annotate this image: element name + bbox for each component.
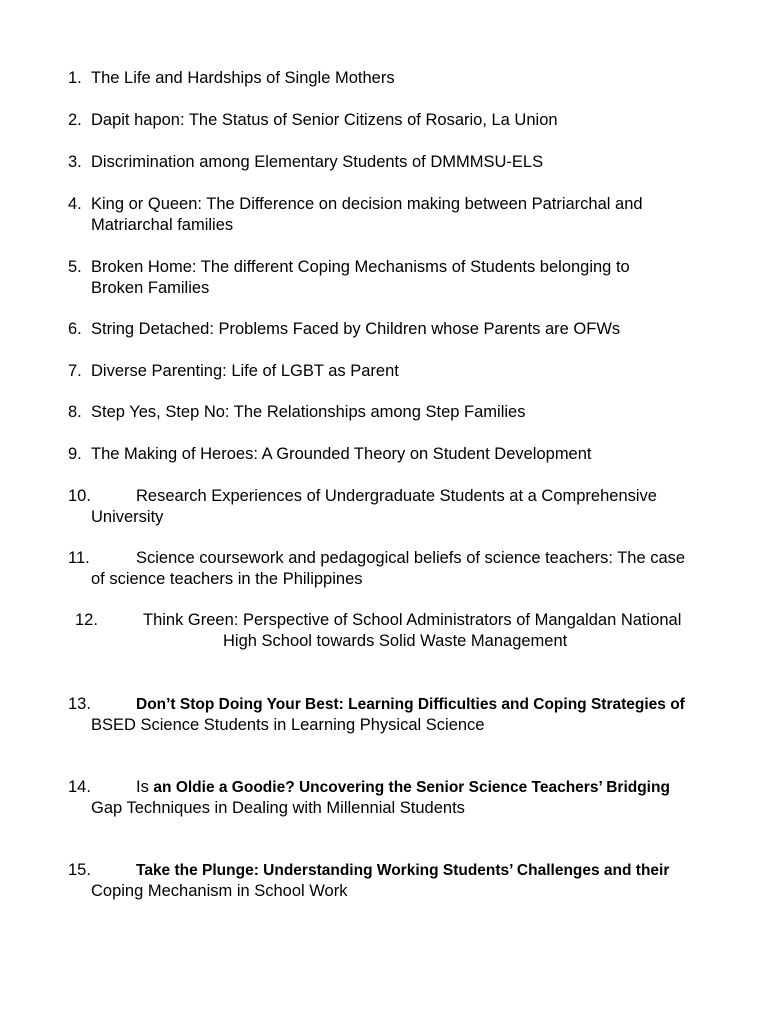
item-number: 6. [68, 320, 82, 338]
item-title-line-2: Gap Techniques in Dealing with Millennial Students [91, 799, 465, 817]
item-title: The Making of Heroes: A Grounded Theory on Student Development [91, 445, 592, 463]
item-title: Discrimination among Elementary Students of DMMMSU-ELS [91, 153, 544, 171]
item-title-line-1 [136, 777, 670, 798]
item-number: 7. [68, 362, 82, 380]
item-title-line-2: High School towards Solid Waste Management [223, 632, 568, 650]
item-title-prefix: Is [136, 778, 154, 796]
item-number: 9. [68, 445, 82, 463]
item-title-line-2: Matriarchal families [91, 216, 234, 234]
item-title-line-1: Don’t Stop Doing Your Best: Learning Difficulties and Coping Strategies of [136, 696, 685, 713]
item-title-line-2: Broken Families [91, 279, 210, 297]
item-number: 15. [68, 861, 91, 879]
item-title: Step Yes, Step No: The Relationships among Step Families [91, 403, 526, 421]
item-number: 10. [68, 487, 91, 505]
item-number: 12. [75, 611, 98, 629]
item-title: Diverse Parenting: Life of LGBT as Parent [91, 362, 399, 380]
item-title-line-1: Broken Home: The different Coping Mechanisms of Students belonging to [91, 258, 630, 276]
item-title-line-1: Think Green: Perspective of School Administrators of Mangaldan National [143, 611, 682, 629]
item-title-bold: an Oldie a Goodie? Uncovering the Senior Science Teachers’ Bridging [153, 779, 670, 796]
item-number: 4. [68, 195, 82, 213]
item-title-line-2: University [91, 508, 164, 526]
item-title-line-1: Take the Plunge: Understanding Working Students’ Challenges and their [136, 862, 670, 879]
item-title: Dapit hapon: The Status of Senior Citizens of Rosario, La Union [91, 111, 558, 129]
item-number: 3. [68, 153, 82, 171]
item-number: 14. [68, 778, 91, 796]
item-title-line-1: Research Experiences of Undergraduate Students at a Comprehensive [136, 487, 657, 505]
item-number: 1. [68, 69, 82, 87]
item-number: 2. [68, 111, 82, 129]
item-number: 13. [68, 695, 91, 713]
item-title: String Detached: Problems Faced by Children whose Parents are OFWs [91, 320, 621, 338]
item-number: 11. [68, 549, 90, 567]
item-title-line-1: King or Queen: The Difference on decision making between Patriarchal and [91, 195, 643, 213]
item-title-line-2: Coping Mechanism in School Work [91, 882, 348, 900]
item-title-line-2: of science teachers in the Philippines [91, 570, 363, 588]
item-title: The Life and Hardships of Single Mothers [91, 69, 395, 87]
item-title-line-2: BSED Science Students in Learning Physical Science [91, 716, 485, 734]
item-number: 5. [68, 258, 82, 276]
item-number: 8. [68, 403, 82, 421]
item-title-line-1: Science coursework and pedagogical beliefs of science teachers: The case [136, 549, 686, 567]
